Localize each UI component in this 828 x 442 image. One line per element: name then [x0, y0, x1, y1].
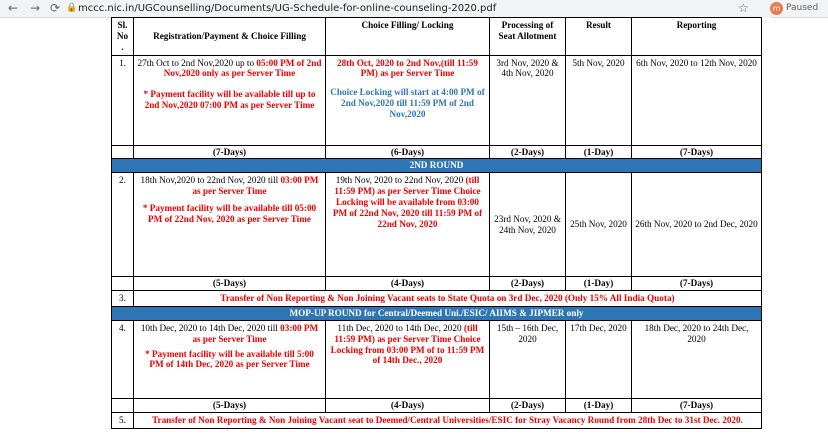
stray-round-text: Transfer of Non Reporting & Non Joining Vacant seat to Deemed/Central Universities/ESIC for Stray Vacancy Round from 28th Dec to 31st Dec. 2020. [134, 412, 762, 428]
payment-note: * Payment facility will be available till 05:00 PM of 22nd Nov, 2020 as per Server Time [142, 203, 317, 224]
days-cell: (7-Days) [632, 398, 762, 412]
reload-icon[interactable]: ⟳ [50, 1, 61, 15]
mopup-label: MOP-UP ROUND for Central/Deemed Uni./ESIC/ AIIMS & JIPMER only [112, 307, 762, 321]
header-reporting: Reporting [632, 18, 762, 56]
choice-locking-text: Choice Locking will start at 4:00 PM of 2nd Nov,2020 till 11:59 PM of 2nd Nov,2020 [330, 87, 485, 120]
processing-cell: 3rd Nov, 2020 & 4th Nov, 2020 [490, 55, 566, 145]
sl-cell: 3. [112, 291, 134, 307]
days-row [112, 277, 762, 291]
reg-text: 18th Nov,2020 to 22nd Nov, 2020 till [140, 175, 281, 186]
header-sl: Sl. No . [112, 18, 134, 56]
days-cell: (7-Days) [632, 277, 762, 291]
choice-locking-text: (till 11:59 PM) as per Server Time Choice Locking will be available from 03:00 PM of 22nd Nov, 2020 till 11:59 PM of 22nd Nov, 2020 [332, 175, 483, 229]
days-cell: (4-Days) [326, 398, 490, 412]
address-bar[interactable]: mccc.nic.in/UGCounselling/Documents/UG-Schedule-for-online-counseling-2020.pdf [78, 3, 497, 14]
result-cell: 17th Dec, 2020 [566, 320, 632, 398]
table-row-round1 [112, 55, 762, 145]
sl-cell: 5. [112, 412, 134, 428]
result-cell: 5th Nov, 2020 [566, 55, 632, 145]
choice-cell [326, 173, 490, 277]
registration-cell [134, 173, 326, 277]
reg-text: 10th Dec, 2020 to 14th Dec, 2020 till [140, 322, 281, 333]
days-row [112, 145, 762, 159]
days-cell: (4-Days) [326, 277, 490, 291]
pdf-page [111, 17, 771, 442]
processing-cell: 23rd Nov, 2020 & 24th Nov, 2020 [490, 173, 566, 277]
round2-label: 2ND ROUND [112, 159, 762, 173]
choice-locking-text: (till 11:59 PM) as per Server Time Choice Locking from 03:00 PM of to 11:59 PM of 14th Dec., 2020 [330, 322, 485, 366]
transfer-text: Transfer of Non Reporting & Non Joining Vacant seats to State Quota on 3rd Dec, 2020 (Only 15% All India Quota) [134, 291, 762, 307]
bookmark-star-icon[interactable]: ☆ [738, 1, 749, 15]
reg-text: 27th Oct to 2nd Nov,2020 up to [137, 57, 257, 68]
processing-cell: 15th – 16th Dec, 2020 [490, 320, 566, 398]
reg-deadline: 05:00 PM of 2nd Nov,2020 only as per Server Time [163, 57, 322, 79]
forward-arrow-icon[interactable]: → [30, 1, 41, 15]
reporting-cell: 26th Nov, 2020 to 2nd Dec, 2020 [632, 173, 762, 277]
lock-icon: 🔒 [66, 3, 78, 13]
days-cell: (7-Days) [134, 145, 326, 159]
registration-cell [134, 55, 326, 145]
sl-cell: 2. [112, 173, 134, 277]
reporting-cell: 18th Dec, 2020 to 24th Dec, 2020 [632, 320, 762, 398]
back-arrow-icon[interactable]: ← [8, 1, 19, 15]
payment-note: * Payment facility will be available till up to 2nd Nov,2020 07:00 PM as per Server Time [143, 89, 316, 111]
avatar[interactable]: m [770, 2, 783, 15]
days-cell: (7-Days) [632, 145, 762, 159]
payment-note: * Payment facility will be available till 5:00 PM of 14th Dec, 2020 as per Server Time [145, 348, 314, 370]
registration-cell [134, 320, 326, 398]
sl-cell: 1. [112, 55, 134, 145]
browser-toolbar [0, 0, 828, 18]
choice-cell [326, 320, 490, 398]
days-cell: (1-Day) [566, 398, 632, 412]
header-processing: Processing of Seat Allotment [490, 18, 566, 56]
table-header-row [112, 18, 762, 56]
choice-filling-text: 11th Dec, 2020 to 14th Dec, 2020 [337, 322, 464, 333]
header-result: Result [566, 18, 632, 56]
sl-cell: 4. [112, 320, 134, 398]
days-row [112, 398, 762, 412]
days-cell: (6-Days) [326, 145, 490, 159]
table-row-transfer [112, 291, 762, 307]
result-cell: 25th Nov, 2020 [566, 173, 632, 277]
table-row-round2 [112, 173, 762, 277]
schedule-table [111, 17, 762, 429]
reg-deadline: 03:00 PM as per Server Time [192, 322, 319, 344]
days-cell: (2-Days) [490, 277, 566, 291]
reporting-cell: 6th Nov, 2020 to 12th Nov, 2020 [632, 55, 762, 145]
days-cell: (1-Day) [566, 145, 632, 159]
header-registration: Registration/Payment & Choice Filling [134, 18, 326, 56]
days-cell: (5-Days) [134, 398, 326, 412]
days-cell: (2-Days) [490, 145, 566, 159]
table-row-mopup [112, 320, 762, 398]
round-band [112, 159, 762, 173]
table-row-stray [112, 412, 762, 428]
sync-status[interactable]: Paused [786, 3, 819, 13]
choice-filling-text: 28th Oct, 2020 to 2nd Nov,(till 11:59 PM) as per Server Time [337, 57, 478, 79]
days-cell: (1-Day) [566, 277, 632, 291]
reg-deadline: 03:00 PM as per Server Time [192, 175, 319, 197]
choice-cell [326, 55, 490, 145]
round-band [112, 307, 762, 321]
days-cell: (5-Days) [134, 277, 326, 291]
days-cell: (2-Days) [490, 398, 566, 412]
header-choice: Choice Filling/ Locking [326, 18, 490, 56]
choice-filling-text: 19th Nov, 2020 to 22nd Nov, 2020 [335, 175, 466, 186]
